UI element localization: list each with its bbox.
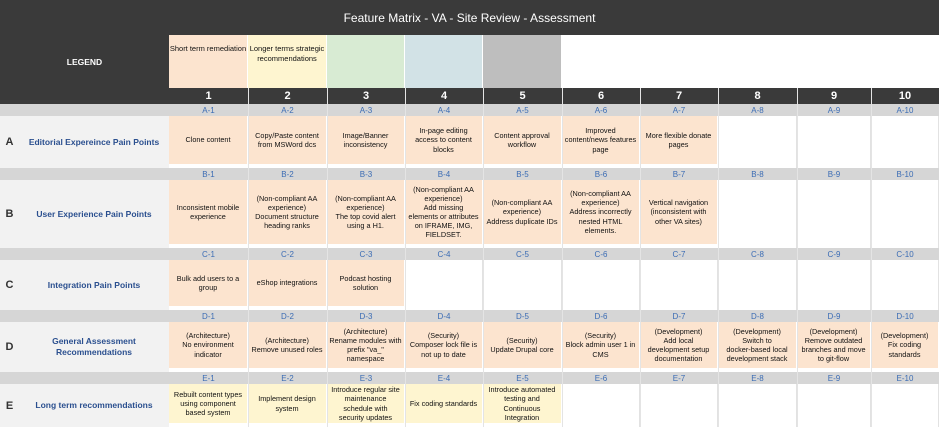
matrix-cell[interactable] xyxy=(871,322,939,368)
matrix-cell[interactable] xyxy=(169,384,248,423)
cell-id-link[interactable]: D-10 xyxy=(896,311,914,321)
column-number: 8 xyxy=(754,90,761,102)
matrix-cell-text: Implement design system xyxy=(258,394,316,413)
matrix-cell-text: Introduce automated testing and Continuous Integration xyxy=(488,385,556,422)
cell-id-link[interactable]: B-1 xyxy=(202,169,215,179)
cell-id-link[interactable]: C-8 xyxy=(751,249,764,259)
matrix-cell[interactable] xyxy=(483,116,562,164)
column-number: 4 xyxy=(440,90,448,102)
cell-id-link[interactable]: E-6 xyxy=(594,373,608,383)
cell-id-link[interactable]: C-9 xyxy=(827,249,841,259)
cell-id-link[interactable]: B-4 xyxy=(437,169,451,179)
cell-id-link[interactable]: A-4 xyxy=(437,105,451,115)
cell-id-link[interactable]: E-9 xyxy=(827,373,841,383)
legend-swatch-label: Longer terms strategic recommendations xyxy=(249,44,325,63)
matrix-cell-text: (Development) Remove outdated branches and move to git-flow xyxy=(801,326,866,364)
row-title: Editorial Expereince Pain Points xyxy=(19,116,169,168)
matrix-cell[interactable] xyxy=(248,260,327,306)
cell-id-link[interactable]: A-5 xyxy=(516,105,529,115)
row-letter: E xyxy=(0,384,19,427)
matrix-cell[interactable] xyxy=(562,260,640,310)
column-divider xyxy=(248,88,249,427)
legend-swatch xyxy=(483,35,562,88)
matrix-cell[interactable] xyxy=(640,260,718,310)
matrix-cell-text: Podcast hosting solution xyxy=(339,273,392,292)
matrix-cell[interactable] xyxy=(483,384,562,423)
cell-id-link[interactable]: C-1 xyxy=(202,249,215,259)
column-number: 3 xyxy=(362,90,370,102)
matrix-cell-text: (Security) Block admin user 1 in CMS xyxy=(565,331,636,359)
column-number: 7 xyxy=(675,90,683,102)
matrix-cell[interactable] xyxy=(562,116,640,164)
cell-id-link[interactable]: B-6 xyxy=(594,169,608,179)
matrix-cell-text: (Development) Add local development setup documentation xyxy=(647,326,710,364)
matrix-cell-text: (Non-compliant AA experience) Add missing elements or attributes on IFRAME, IMG, FIELDSET. xyxy=(408,184,479,240)
matrix-cell[interactable] xyxy=(718,260,797,310)
matrix-cell[interactable] xyxy=(483,260,562,310)
cell-id-link[interactable]: A-6 xyxy=(594,105,608,115)
matrix-cell[interactable] xyxy=(327,322,405,368)
matrix-cell-text: eShop integrations xyxy=(256,278,318,288)
matrix-cell[interactable] xyxy=(483,322,562,368)
cell-id-link[interactable]: D-7 xyxy=(672,311,686,321)
legend-swatch xyxy=(405,35,483,88)
matrix-cell-text: (Development) Fix coding standards xyxy=(880,331,929,359)
matrix-cell-text: (Non-compliant AA experience) Address duplicate IDs xyxy=(486,198,558,226)
cell-id-link[interactable]: B-2 xyxy=(281,169,294,179)
matrix-cell-text: Clone content xyxy=(185,135,231,145)
cell-id-link[interactable]: D-1 xyxy=(202,311,215,321)
matrix-cell[interactable] xyxy=(797,180,871,248)
cell-id-link[interactable]: C-10 xyxy=(896,249,914,259)
cell-id-link[interactable]: B-5 xyxy=(516,169,529,179)
matrix-cell-text: (Security) Composer lock file is not up to date xyxy=(409,331,478,359)
matrix-cell[interactable] xyxy=(248,116,327,164)
matrix-cell-text: (Architecture) No environment indicator xyxy=(182,331,234,359)
matrix-cell-text: (Architecture) Remove unused roles xyxy=(251,335,323,354)
matrix-cell-text: (Development) Switch to docker-based local development stack xyxy=(726,326,788,364)
matrix-cell-text: Image/Banner inconsistency xyxy=(342,130,389,149)
matrix-cell[interactable] xyxy=(562,180,640,244)
matrix-cell[interactable] xyxy=(248,384,327,423)
column-number: 9 xyxy=(830,90,838,102)
cell-id-link[interactable]: E-3 xyxy=(359,373,373,383)
row-title: User Experience Pain Points xyxy=(19,180,169,248)
row-title: General Assessment Recommendations xyxy=(19,322,169,372)
matrix-cell[interactable] xyxy=(797,322,871,368)
cell-id-link[interactable]: A-10 xyxy=(896,105,914,115)
cell-id-link[interactable]: B-9 xyxy=(827,169,841,179)
matrix-cell[interactable] xyxy=(405,322,483,368)
matrix-cell[interactable] xyxy=(169,116,248,164)
matrix-cell[interactable] xyxy=(169,180,248,244)
row-letter: D xyxy=(0,322,19,372)
cell-id-link[interactable]: C-3 xyxy=(359,249,373,259)
matrix-cell[interactable] xyxy=(327,180,405,244)
cell-id-link[interactable]: B-10 xyxy=(896,169,914,179)
matrix-cell-text: In-page editing access to content blocks xyxy=(415,126,472,154)
matrix-cell[interactable] xyxy=(405,260,483,310)
cell-id-link[interactable]: E-2 xyxy=(281,373,294,383)
matrix-cell-text: More flexible donate pages xyxy=(645,130,712,149)
matrix-cell[interactable] xyxy=(327,116,405,164)
matrix-cell[interactable] xyxy=(405,116,483,164)
cell-id-link[interactable]: C-7 xyxy=(672,249,686,259)
column-divider xyxy=(640,88,641,427)
row-title: Long term recommendations xyxy=(19,384,169,427)
matrix-cell[interactable] xyxy=(562,384,640,427)
matrix-cell[interactable] xyxy=(248,322,327,368)
cell-id-link[interactable]: D-5 xyxy=(516,311,529,321)
cell-id-link[interactable]: A-7 xyxy=(672,105,686,115)
matrix-cell[interactable] xyxy=(871,180,939,248)
matrix-cell[interactable] xyxy=(405,384,483,423)
column-divider xyxy=(871,88,872,427)
matrix-cell-text: (Non-compliant AA experience) Address incorrectly nested HTML elements. xyxy=(569,189,632,235)
matrix-cell-text: Introduce regular site maintenance schedule with security updates xyxy=(331,385,400,422)
matrix-cell-text: (Non-compliant AA experience) The top covid alert using a H1. xyxy=(335,193,396,231)
matrix-cell[interactable] xyxy=(871,384,939,427)
page-title: Feature Matrix - VA - Site Review - Assessment xyxy=(0,0,939,35)
row-letter: C xyxy=(0,260,19,310)
matrix-cell-text: Inconsistent mobile experience xyxy=(176,202,240,221)
matrix-cell[interactable] xyxy=(327,384,405,423)
legend-swatch xyxy=(169,35,248,88)
cell-id-link[interactable]: B-7 xyxy=(672,169,686,179)
column-divider xyxy=(483,88,484,427)
column-number: 6 xyxy=(597,90,605,102)
matrix-cell[interactable] xyxy=(169,322,248,368)
cell-id-link[interactable]: E-1 xyxy=(202,373,215,383)
matrix-cell-text: Fix coding standards xyxy=(409,398,478,408)
cell-id-link[interactable]: D-4 xyxy=(437,311,451,321)
column-number: 2 xyxy=(284,90,291,102)
matrix-cell-text: Content approval workflow xyxy=(494,130,550,149)
cell-id-link[interactable]: C-6 xyxy=(594,249,608,259)
matrix-cell[interactable] xyxy=(327,260,405,306)
cell-id-link[interactable]: D-6 xyxy=(594,311,608,321)
matrix-cell-text: (Security) Update Drupal core xyxy=(490,335,554,354)
column-number: 1 xyxy=(205,90,212,102)
cell-id-link[interactable]: C-5 xyxy=(516,249,529,259)
matrix-cell-text: (Architecture) Rename modules with prefix "va_" namespace xyxy=(329,326,402,364)
matrix-cell[interactable] xyxy=(405,180,483,244)
legend-label: LEGEND xyxy=(0,35,169,88)
matrix-cell-text: Copy/Paste content from MSWord dcs xyxy=(255,130,319,149)
cell-id-link[interactable]: C-2 xyxy=(281,249,294,259)
cell-id-link[interactable]: B-3 xyxy=(359,169,373,179)
cell-id-link[interactable]: A-3 xyxy=(359,105,373,115)
cell-id-link[interactable]: E-5 xyxy=(516,373,529,383)
cell-id-link[interactable]: A-1 xyxy=(202,105,215,115)
column-divider xyxy=(562,88,563,427)
cell-id-link[interactable]: E-7 xyxy=(672,373,686,383)
cell-id-link[interactable]: A-8 xyxy=(751,105,764,115)
cell-id-link[interactable]: A-9 xyxy=(827,105,841,115)
matrix-cell[interactable] xyxy=(797,260,871,310)
matrix-cell[interactable] xyxy=(640,384,718,427)
matrix-cell[interactable] xyxy=(871,260,939,310)
cell-id-link[interactable]: D-2 xyxy=(281,311,294,321)
column-divider xyxy=(327,88,328,427)
cell-id-link[interactable]: B-8 xyxy=(751,169,764,179)
column-divider xyxy=(797,88,798,427)
matrix-cell[interactable] xyxy=(169,260,248,306)
matrix-cell[interactable] xyxy=(562,322,640,368)
matrix-cell[interactable] xyxy=(640,322,718,368)
column-divider xyxy=(718,88,719,427)
legend-swatch-label: Short term remediation xyxy=(169,44,247,53)
legend-swatch xyxy=(248,35,327,88)
row-letter: B xyxy=(0,180,19,248)
row-letter: A xyxy=(0,116,19,168)
matrix-cell[interactable] xyxy=(483,180,562,244)
matrix-cell-text: Rebuilt content types using component based system xyxy=(173,389,243,418)
matrix-cell-text: (Non-compliant AA experience) Document structure heading ranks xyxy=(255,193,319,231)
matrix-cell-text: Bulk add users to a group xyxy=(176,273,240,292)
cell-id-link[interactable]: D-3 xyxy=(359,311,373,321)
cell-id-link[interactable]: A-2 xyxy=(281,105,294,115)
matrix-cell[interactable] xyxy=(718,180,797,248)
matrix-cell[interactable] xyxy=(797,384,871,427)
matrix-cell[interactable] xyxy=(248,180,327,244)
legend-swatch xyxy=(327,35,405,88)
cell-id-link[interactable]: E-10 xyxy=(896,373,914,383)
cell-id-link[interactable]: D-8 xyxy=(751,311,764,321)
matrix-cell[interactable] xyxy=(718,384,797,427)
column-number: 5 xyxy=(519,90,526,102)
cell-id-link[interactable]: D-9 xyxy=(827,311,841,321)
matrix-cell[interactable] xyxy=(871,116,939,168)
column-number: 10 xyxy=(898,90,912,102)
matrix-cell[interactable] xyxy=(718,322,797,368)
matrix-cell[interactable] xyxy=(797,116,871,168)
column-divider xyxy=(405,88,406,427)
matrix-cell-text: Vertical navigation (inconsistent with other VA sites) xyxy=(648,198,709,226)
row-title: Integration Pain Points xyxy=(19,260,169,310)
cell-id-link[interactable]: E-8 xyxy=(751,373,764,383)
matrix-cell[interactable] xyxy=(640,116,718,164)
matrix-cell-text: Improved content/news features page xyxy=(564,126,637,154)
matrix-cell[interactable] xyxy=(718,116,797,168)
cell-id-link[interactable]: C-4 xyxy=(437,249,451,259)
matrix-cell[interactable] xyxy=(640,180,718,244)
cell-id-link[interactable]: E-4 xyxy=(437,373,451,383)
